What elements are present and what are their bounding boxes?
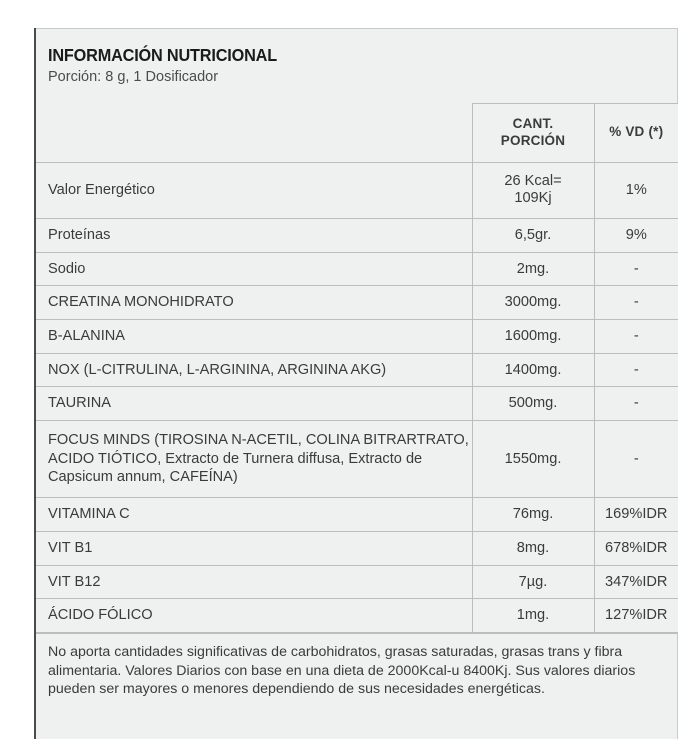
nutrient-daily-value: 347%IDR: [594, 565, 678, 599]
nutrient-amount: [472, 162, 594, 219]
nutrient-name: CREATINA MONOHIDRATO: [36, 286, 472, 320]
table-row: [36, 320, 678, 354]
table-row: [36, 599, 678, 633]
nutrient-name: Sodio: [36, 252, 472, 286]
nutrient-amount: 1mg.: [472, 599, 594, 633]
nutrient-daily-value: -: [594, 421, 678, 498]
table-body: [36, 162, 678, 632]
nutrient-daily-value: -: [594, 320, 678, 354]
nutrient-name: Proteínas: [36, 219, 472, 253]
nutrient-amount: 1550mg.: [472, 421, 594, 498]
nutrient-daily-value: 1%: [594, 162, 678, 219]
nutrient-daily-value: -: [594, 353, 678, 387]
nutrient-amount-line2: 109Kj: [514, 190, 552, 207]
table-header-row: [36, 103, 678, 162]
table-row: [36, 286, 678, 320]
nutrient-amount: 7µg.: [472, 565, 594, 599]
nutrient-daily-value: -: [594, 252, 678, 286]
nutrient-name: FOCUS MINDS (TIROSINA N-ACETIL, COLINA BITRARTRATO, ACIDO TIÓTICO, Extracto de Turnera diffusa, Extracto de Capsicum annum, CAFEÍNA): [36, 421, 472, 498]
nutrient-name: B-ALANINA: [36, 320, 472, 354]
nutrient-daily-value: -: [594, 387, 678, 421]
nutrient-amount: 1400mg.: [472, 353, 594, 387]
nutrient-name: ÁCIDO FÓLICO: [36, 599, 472, 633]
nutrient-amount: 3000mg.: [472, 286, 594, 320]
column-header-amount-line2: PORCIÓN: [500, 132, 566, 148]
table-header: [36, 103, 678, 162]
table-row: [36, 162, 678, 219]
nutrition-table: [36, 103, 678, 633]
serving-size-text: Porción: 8 g, 1 Dosificador: [48, 69, 219, 86]
nutrient-amount-line1: 26 Kcal=: [504, 172, 562, 189]
table-row: [36, 565, 678, 599]
nutrient-daily-value: -: [594, 286, 678, 320]
table-row: [36, 498, 678, 532]
nutrient-name: Valor Energético: [36, 162, 472, 219]
nutrient-daily-value: 9%: [594, 219, 678, 253]
table-row: [36, 353, 678, 387]
column-header-amount: [472, 103, 594, 162]
nutrient-daily-value: 127%IDR: [594, 599, 678, 633]
table-row: [36, 219, 678, 253]
table-row: [36, 531, 678, 565]
column-header-nutrient: [36, 103, 472, 162]
nutrient-amount: 2mg.: [472, 252, 594, 286]
column-header-amount-line1: CANT.: [512, 116, 554, 132]
nutrient-daily-value: 678%IDR: [594, 531, 678, 565]
nutrient-name: VIT B12: [36, 565, 472, 599]
panel-header: [36, 28, 677, 103]
panel-bottom-spacer: [36, 713, 677, 739]
nutrient-amount: 1600mg.: [472, 320, 594, 354]
table-row: [36, 252, 678, 286]
nutrient-amount: 8mg.: [472, 531, 594, 565]
table-row: [36, 387, 678, 421]
nutrient-amount: 6,5gr.: [472, 219, 594, 253]
column-header-daily-value: % VD (*): [594, 103, 678, 162]
table-row: [36, 421, 678, 498]
nutrient-name: TAURINA: [36, 387, 472, 421]
nutrient-name: VITAMINA C: [36, 498, 472, 532]
nutrient-amount: 76mg.: [472, 498, 594, 532]
nutrient-name: VIT B1: [36, 531, 472, 565]
footnote-text: No aporta cantidades significativas de carbohidratos, grasas saturadas, grasas trans y fibra alimentaria. Valores Diarios con base en una dieta de 2000Kcal-u 8400Kj. Sus valores diarios pueden ser mayores o menores dependiendo de sus necesidades energéticas.: [36, 633, 677, 713]
nutrient-name: NOX (L-CITRULINA, L-ARGININA, ARGININA AKG): [36, 353, 472, 387]
nutrient-daily-value: 169%IDR: [594, 498, 678, 532]
page-title: INFORMACIÓN NUTRICIONAL: [48, 45, 277, 65]
nutrient-amount: 500mg.: [472, 387, 594, 421]
nutrition-facts-panel: [34, 28, 678, 739]
